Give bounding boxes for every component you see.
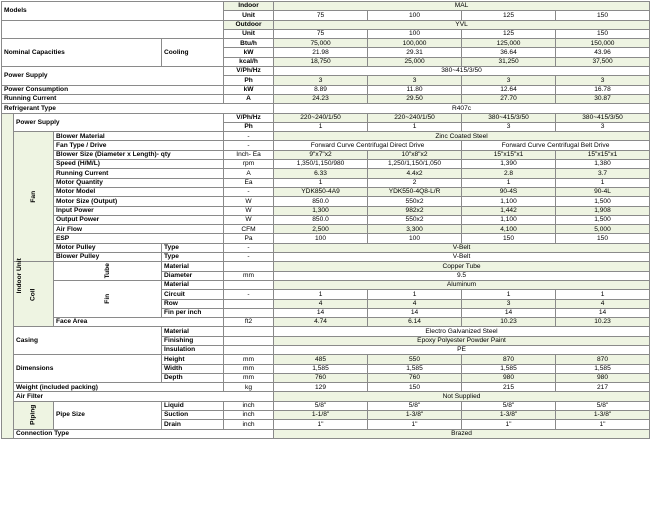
iu-power-row-1	[2, 113, 650, 122]
fan-data-row	[2, 150, 650, 159]
unit-cell	[224, 336, 274, 345]
value-cell: 14	[368, 308, 462, 317]
value-cell: Zinc Coated Steel	[274, 132, 650, 141]
power-supply-label: Power Supply	[2, 67, 224, 86]
value-cell: 870	[556, 355, 650, 364]
unit-cell: kg	[224, 383, 274, 392]
value-cell: 4,100	[462, 225, 556, 234]
unit-cell	[224, 299, 274, 308]
value-cell: 760	[274, 373, 368, 382]
value-cell: 8.89	[274, 85, 368, 94]
value-cell: 1,585	[556, 364, 650, 373]
value-cell: 1,350/1,150/980	[274, 160, 368, 169]
power-consumption-label: Power Consumption	[2, 85, 224, 94]
value-cell: 1"	[556, 420, 650, 429]
casing-material-row	[2, 327, 650, 336]
value-cell: 5,000	[556, 225, 650, 234]
value-cell: 1-3/8"	[462, 411, 556, 420]
unit-cell: A	[224, 169, 274, 178]
value-cell: 125,000	[462, 39, 556, 48]
row-label: Blower Material	[54, 132, 224, 141]
value-cell: 982x2	[368, 206, 462, 215]
value-cell: 37,500	[556, 57, 650, 66]
value-cell: 1	[274, 290, 368, 299]
value-cell: 90-4S	[462, 187, 556, 196]
unit-cell	[224, 345, 274, 354]
weight-label: Weight (included packing)	[14, 383, 224, 392]
value-cell: 3	[462, 299, 556, 308]
value-cell: 1-3/8"	[556, 411, 650, 420]
row-label: Blower Pulley	[54, 253, 162, 262]
value-cell: 4	[274, 299, 368, 308]
unit-label: Unit	[224, 29, 274, 38]
value-cell: 5/8"	[462, 401, 556, 410]
unit-cell: mm	[224, 271, 274, 280]
fan-type-row	[2, 141, 650, 150]
unit-cell: A	[224, 94, 274, 103]
models-label: Models	[2, 2, 224, 21]
unit-cell: -	[224, 187, 274, 196]
capacity-150: 150	[556, 11, 650, 20]
header-indoor-row	[2, 2, 650, 11]
value-cell: 380~415/3/50	[556, 113, 650, 122]
dimensions-height-row	[2, 355, 650, 364]
row-label: Depth	[162, 373, 224, 382]
unit-cell: inch	[224, 401, 274, 410]
capacity-125: 125	[462, 29, 556, 38]
value-cell: 3	[556, 122, 650, 131]
value-cell: 2,500	[274, 225, 368, 234]
row-label: Material	[162, 280, 224, 289]
casing-label: Casing	[14, 327, 162, 355]
value-cell: 1-3/8"	[368, 411, 462, 420]
value-cell: 18,750	[274, 57, 368, 66]
value-cell: 150	[368, 383, 462, 392]
row-label: Circuit	[162, 290, 224, 299]
indoor-unit-section: Indoor Unit	[2, 113, 14, 438]
value-cell: Aluminum	[274, 280, 650, 289]
value-cell: 4.74	[274, 318, 368, 327]
value-cell: 21.98	[274, 48, 368, 57]
capacity-100: 100	[368, 29, 462, 38]
value-cell: 1"	[462, 420, 556, 429]
type-label: Type	[162, 253, 224, 262]
row-label: Speed (H/M/L)	[54, 160, 224, 169]
unit-cell: W	[224, 197, 274, 206]
value-cell: 550x2	[368, 215, 462, 224]
value-cell: 1	[368, 290, 462, 299]
fan-data-row	[2, 187, 650, 196]
air-filter-value: Not Supplied	[274, 392, 650, 401]
value-cell: 1,500	[556, 197, 650, 206]
blower-pulley-row	[2, 253, 650, 262]
value-cell: 10.23	[462, 318, 556, 327]
value-cell: Forward Curve Centrifugal Direct Drive	[274, 141, 462, 150]
header-outdoor-row	[2, 20, 650, 29]
row-label: Material	[162, 262, 224, 271]
unit-cell: kW	[224, 85, 274, 94]
unit-label: Unit	[224, 11, 274, 20]
unit-cell	[224, 280, 274, 289]
value-cell: 3	[462, 76, 556, 85]
value-cell: 100	[368, 234, 462, 243]
value-cell: 24.23	[274, 94, 368, 103]
value-cell: 4.4x2	[368, 169, 462, 178]
value-cell: 3.7	[556, 169, 650, 178]
unit-cell: kW	[224, 48, 274, 57]
value-cell: 1	[368, 122, 462, 131]
value-cell: 90-4L	[556, 187, 650, 196]
value-cell: 870	[462, 355, 556, 364]
value-cell: 11.80	[368, 85, 462, 94]
unit-cell: Inch- Ea	[224, 150, 274, 159]
nominal-capacities-label: Nominal Capacities	[2, 39, 162, 67]
row-label: Motor Model	[54, 187, 224, 196]
value-cell: 1-1/8"	[274, 411, 368, 420]
row-label: Width	[162, 364, 224, 373]
air-filter-label: Air Filter	[14, 392, 274, 401]
value-cell: 75,000	[274, 39, 368, 48]
unit-cell: inch	[224, 420, 274, 429]
value-cell: 217	[556, 383, 650, 392]
connection-label: Connection Type	[14, 429, 274, 438]
value-cell: 43.96	[556, 48, 650, 57]
value-cell: 485	[274, 355, 368, 364]
value-cell: 10"x8"x2	[368, 150, 462, 159]
row-label: Row	[162, 299, 224, 308]
value-cell: 1,585	[368, 364, 462, 373]
value-cell: 1,585	[274, 364, 368, 373]
row-label: Motor Size (Output)	[54, 197, 224, 206]
value-cell: 1	[556, 290, 650, 299]
row-label: Running Current	[54, 169, 224, 178]
value-cell: 1	[274, 122, 368, 131]
capacity-125: 125	[462, 11, 556, 20]
type-label: Type	[162, 243, 224, 252]
row-label: Fin per inch	[162, 308, 224, 317]
value-cell: 100	[274, 234, 368, 243]
fin-material-row	[2, 280, 650, 289]
fan-data-row	[2, 215, 650, 224]
unit-cell: Ph	[224, 76, 274, 85]
value-cell: 36.64	[462, 48, 556, 57]
value-cell: 31,250	[462, 57, 556, 66]
value-cell: 1	[556, 178, 650, 187]
nominal-row-btu	[2, 39, 650, 48]
value-cell: 10.23	[556, 318, 650, 327]
value-cell: 14	[274, 308, 368, 317]
value-cell: 6.14	[368, 318, 462, 327]
value-cell: YDK850-4A9	[274, 187, 368, 196]
unit-cell: Ph	[224, 122, 274, 131]
capacity-100: 100	[368, 11, 462, 20]
unit-cell: -	[224, 253, 274, 262]
value-cell: 1,250/1,150/1,050	[368, 160, 462, 169]
value-cell: 215	[462, 383, 556, 392]
row-label: Liquid	[162, 401, 224, 410]
fan-data-row	[2, 234, 650, 243]
value-cell: 1"	[368, 420, 462, 429]
unit-cell: -	[224, 132, 274, 141]
outdoor-model: YVL	[274, 20, 650, 29]
value-cell: 29.50	[368, 94, 462, 103]
row-label: ESP	[54, 234, 224, 243]
refrigerant-label: Refrigerant Type	[2, 104, 274, 113]
motor-pulley-row	[2, 243, 650, 252]
unit-cell	[224, 308, 274, 317]
piping-section: Piping	[14, 401, 54, 429]
pipe-size-label: Pipe Size	[54, 401, 162, 429]
fan-data-row	[2, 178, 650, 187]
value-cell: 850.0	[274, 215, 368, 224]
blower-material-row	[2, 132, 650, 141]
row-label: Finishing	[162, 336, 224, 345]
row-label: Input Power	[54, 206, 224, 215]
value-cell: 129	[274, 383, 368, 392]
value-cell: 30.87	[556, 94, 650, 103]
value-cell: 1,585	[462, 364, 556, 373]
power-supply-row-1	[2, 67, 650, 76]
fan-data-row	[2, 160, 650, 169]
value-cell: 16.78	[556, 85, 650, 94]
tube-material-row	[2, 262, 650, 271]
row-label: Suction	[162, 411, 224, 420]
fan-section: Fan	[14, 132, 54, 262]
value-cell: 1	[462, 178, 556, 187]
cooling-label: Cooling	[162, 39, 224, 67]
value-cell: 220~240/1/50	[368, 113, 462, 122]
value-cell: 3,300	[368, 225, 462, 234]
unit-cell: -	[224, 141, 274, 150]
unit-cell	[224, 327, 274, 336]
indoor-label: Indoor	[224, 2, 274, 11]
value-cell: 2.8	[462, 169, 556, 178]
piping-liquid-row	[2, 401, 650, 410]
value-cell: 6.33	[274, 169, 368, 178]
unit-cell: rpm	[224, 160, 274, 169]
capacity-75: 75	[274, 11, 368, 20]
value-cell: 100,000	[368, 39, 462, 48]
value-cell: 4	[556, 299, 650, 308]
unit-cell: CFM	[224, 225, 274, 234]
value-cell: PE	[274, 345, 650, 354]
row-label: Blower Size (Diameter x Length)- qty	[54, 150, 224, 159]
fan-data-row	[2, 197, 650, 206]
value-cell: 1	[462, 290, 556, 299]
capacity-150: 150	[556, 29, 650, 38]
value-cell: 15"x15"x1	[462, 150, 556, 159]
value-cell: 1"	[274, 420, 368, 429]
value-cell: 1,390	[462, 160, 556, 169]
value-cell: 3	[368, 76, 462, 85]
value-cell: 5/8"	[556, 401, 650, 410]
value-cell: 5/8"	[274, 401, 368, 410]
value-cell: 14	[462, 308, 556, 317]
value-cell: 4	[368, 299, 462, 308]
row-label: Air Flow	[54, 225, 224, 234]
value-cell: 380~415/3/50	[274, 67, 650, 76]
row-label: Output Power	[54, 215, 224, 224]
capacity-75: 75	[274, 29, 368, 38]
value-cell: 9.5	[274, 271, 650, 280]
value-cell: 15"x15"x1	[556, 150, 650, 159]
value-cell: 2	[368, 178, 462, 187]
coil-section: Coil	[14, 262, 54, 327]
dimensions-label: Dimensions	[14, 355, 162, 383]
row-label: Fan Type / Drive	[54, 141, 224, 150]
fan-data-row	[2, 169, 650, 178]
value-cell: 1,100	[462, 197, 556, 206]
value-cell: 3	[556, 76, 650, 85]
unit-cell: Pa	[224, 234, 274, 243]
row-label: Motor Quantity	[54, 178, 224, 187]
running-current-label: Running Current	[2, 94, 224, 103]
fan-data-row	[2, 206, 650, 215]
value-cell: 1,380	[556, 160, 650, 169]
value-cell: Forward Curve Centrifugal Belt Drive	[462, 141, 650, 150]
running-current-row	[2, 94, 650, 103]
value-cell: 1,908	[556, 206, 650, 215]
weight-row	[2, 383, 650, 392]
row-label: Height	[162, 355, 224, 364]
value-cell: 150	[556, 234, 650, 243]
value-cell: 25,000	[368, 57, 462, 66]
value-cell: 1,100	[462, 215, 556, 224]
value-cell: V-Belt	[274, 253, 650, 262]
models-blank	[2, 20, 224, 39]
value-cell: 27.70	[462, 94, 556, 103]
unit-cell: mm	[224, 355, 274, 364]
value-cell: 150,000	[556, 39, 650, 48]
indoor-model: MAL	[274, 2, 650, 11]
unit-cell: W	[224, 215, 274, 224]
value-cell: Electro Galvanized Steel	[274, 327, 650, 336]
value-cell: 380~415/3/50	[462, 113, 556, 122]
refrigerant-value: R407c	[274, 104, 650, 113]
value-cell: V-Belt	[274, 243, 650, 252]
value-cell: 3	[274, 76, 368, 85]
row-label: Material	[162, 327, 224, 336]
value-cell: 9"x7"x2	[274, 150, 368, 159]
value-cell: 1,300	[274, 206, 368, 215]
value-cell: 29.31	[368, 48, 462, 57]
iu-power-supply-label: Power Supply	[14, 113, 224, 132]
value-cell: 980	[556, 373, 650, 382]
row-label: Motor Pulley	[54, 243, 162, 252]
value-cell: 3	[462, 122, 556, 131]
row-label: Insulation	[162, 345, 224, 354]
value-cell: YDK550-4Q8-L/R	[368, 187, 462, 196]
refrigerant-row	[2, 104, 650, 113]
value-cell: 14	[556, 308, 650, 317]
row-label: Diameter	[162, 271, 224, 280]
unit-cell: mm	[224, 364, 274, 373]
value-cell: 760	[368, 373, 462, 382]
value-cell: 1	[274, 178, 368, 187]
value-cell: 5/8"	[368, 401, 462, 410]
unit-cell: ft2	[224, 318, 274, 327]
value-cell: 12.64	[462, 85, 556, 94]
value-cell: 220~240/1/50	[274, 113, 368, 122]
fin-section: Fin	[54, 280, 162, 317]
value-cell: 980	[462, 373, 556, 382]
connection-value: Brazed	[274, 429, 650, 438]
tube-section: Tube	[54, 262, 162, 281]
unit-cell: Ea	[224, 178, 274, 187]
unit-cell: V/Ph/Hz	[224, 67, 274, 76]
unit-cell: W	[224, 206, 274, 215]
row-label: Drain	[162, 420, 224, 429]
outdoor-label: Outdoor	[224, 20, 274, 29]
connection-row	[2, 429, 650, 438]
value-cell: 150	[462, 234, 556, 243]
unit-cell: -	[224, 290, 274, 299]
air-filter-row	[2, 392, 650, 401]
unit-cell: kcal/h	[224, 57, 274, 66]
value-cell: 550	[368, 355, 462, 364]
face-area-row	[2, 318, 650, 327]
unit-cell: V/Ph/Hz	[224, 113, 274, 122]
value-cell: 1,500	[556, 215, 650, 224]
value-cell: 550x2	[368, 197, 462, 206]
fan-data-row	[2, 225, 650, 234]
unit-cell: Btu/h	[224, 39, 274, 48]
row-label: Face Area	[54, 318, 224, 327]
value-cell: 1,442	[462, 206, 556, 215]
power-consumption-row	[2, 85, 650, 94]
unit-cell: -	[224, 243, 274, 252]
value-cell: Copper Tube	[274, 262, 650, 271]
unit-cell: inch	[224, 411, 274, 420]
value-cell: 850.0	[274, 197, 368, 206]
unit-cell	[224, 262, 274, 271]
value-cell: Epoxy Polyester Powder Paint	[274, 336, 650, 345]
spec-table	[1, 1, 650, 439]
unit-cell: mm	[224, 373, 274, 382]
